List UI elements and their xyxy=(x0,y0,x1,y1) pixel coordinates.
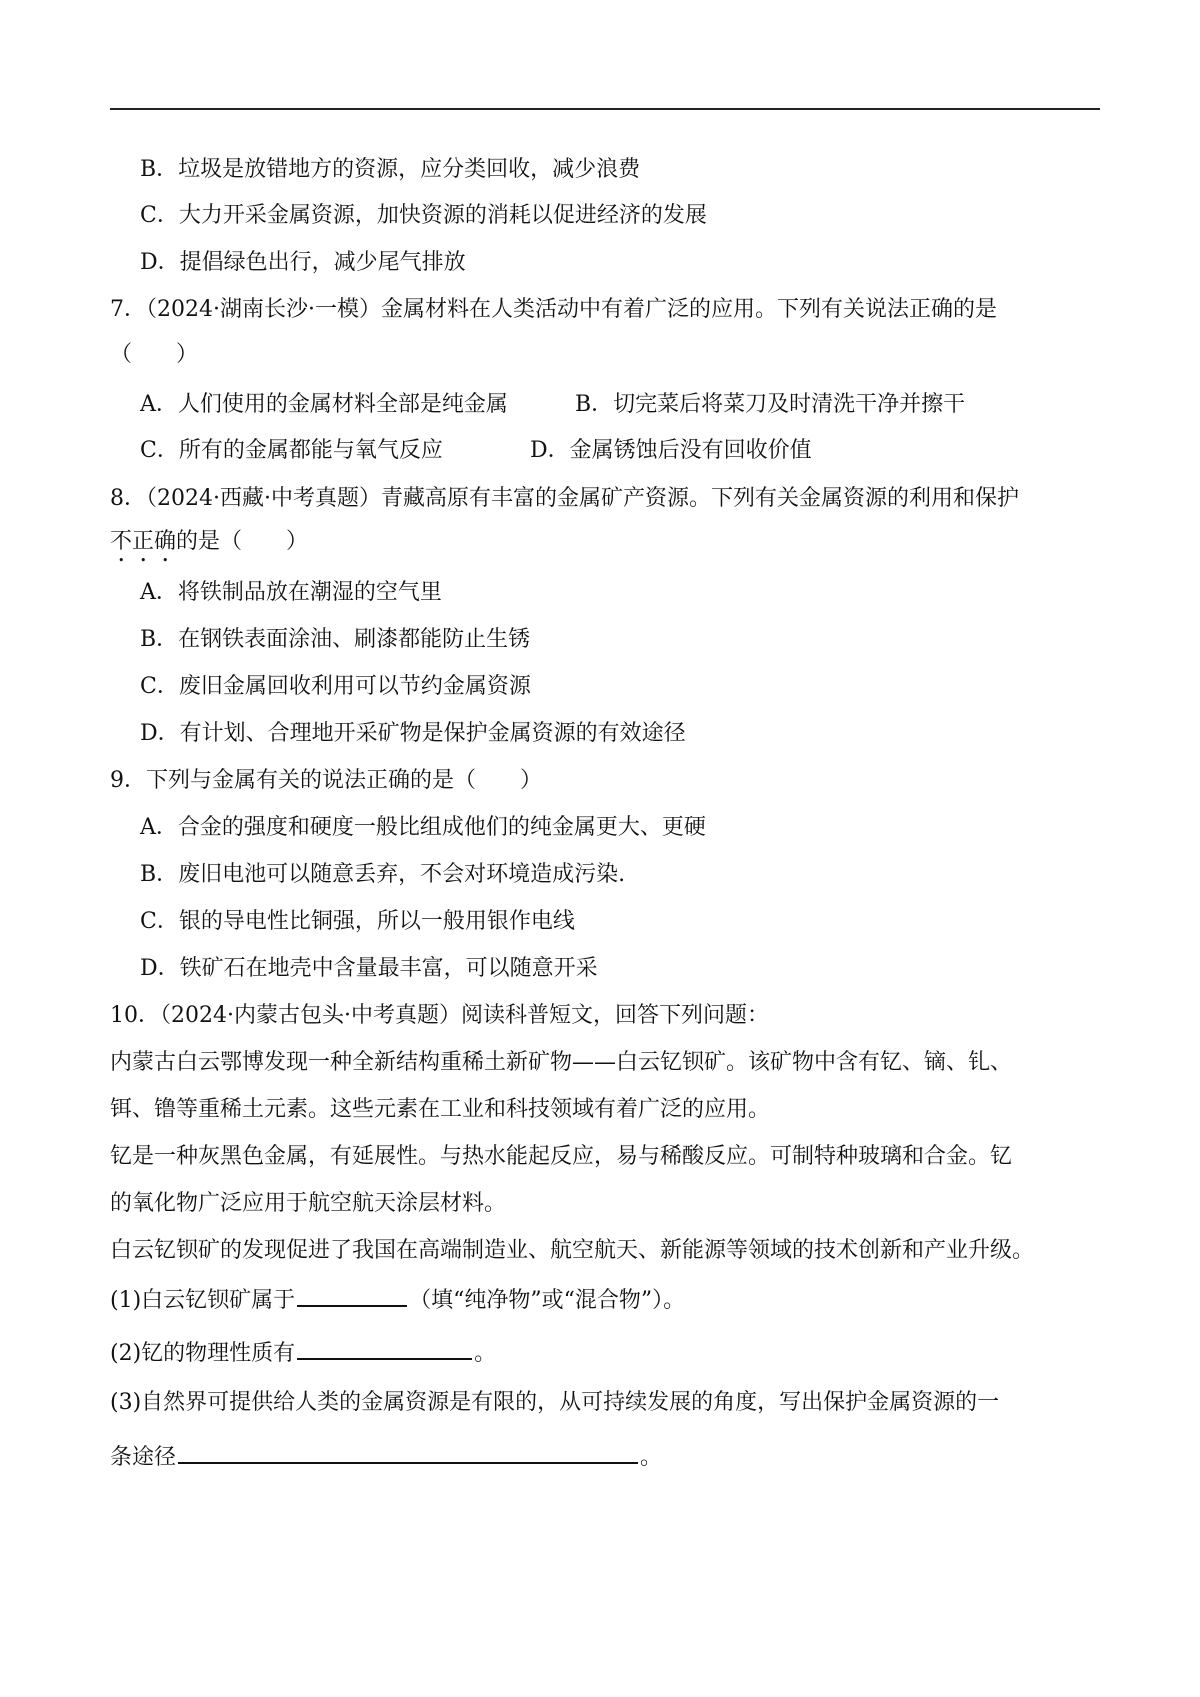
q10-s1-suffix: （填“纯净物”或“混合物”）。 xyxy=(409,1288,686,1313)
q10-s2-prefix: (2)钇的物理性质有 xyxy=(110,1341,296,1366)
q7-option-a: A．人们使用的金属材料全部是纯金属 xyxy=(140,392,508,417)
q8-emphasis-text: 不正确 xyxy=(110,529,177,554)
q10-s2-suffix: 。 xyxy=(474,1341,497,1366)
q7-option-c: C．所有的金属都能与氧气反应 xyxy=(140,438,443,463)
q8-stem-rest: 的是（ ） xyxy=(176,529,309,554)
q9-stem: 9．下列与金属有关的说法正确的是（ ） xyxy=(110,768,542,793)
q10-paragraph-1-line-1: 内蒙古白云鄂博发现一种全新结构重稀土新矿物——白云钇钡矿。该矿物中含有钇、镝、钆、 xyxy=(110,1050,1013,1075)
q9-option-b: B．废旧电池可以随意丢弃，不会对环境造成污染. xyxy=(140,862,626,887)
q10-subquestion-3: (3)自然界可提供给人类的金属资源是有限的，从可持续发展的角度，写出保护金属资源的一 xyxy=(110,1390,1000,1415)
q6-option-d: D．提倡绿色出行，减少尾气排放 xyxy=(140,250,466,275)
q10-s3-answer-blank[interactable] xyxy=(178,1440,638,1464)
q8-option-a: A．将铁制品放在潮湿的空气里 xyxy=(140,580,442,605)
q10-s3-suffix: 。 xyxy=(640,1445,663,1470)
q10-paragraph-3: 白云钇钡矿的发现促进了我国在高端制造业、航空航天、新能源等领域的技术创新和产业升级。 xyxy=(110,1238,1035,1263)
q7-option-b: B．切完菜后将菜刀及时清洗干净并擦干 xyxy=(575,392,966,417)
q8-option-c: C．废旧金属回收利用可以节约金属资源 xyxy=(140,674,531,699)
q9-option-c: C．银的导电性比铜强，所以一般用银作电线 xyxy=(140,909,575,934)
q10-subquestion-1 xyxy=(110,1283,685,1316)
q9-option-d: D．铁矿石在地壳中含量最丰富，可以随意开采 xyxy=(140,956,598,981)
q6-option-c: C．大力开采金属资源，加快资源的消耗以促进经济的发展 xyxy=(140,203,707,228)
q10-s1-answer-blank[interactable] xyxy=(297,1283,407,1307)
q8-option-b: B．在钢铁表面涂油、刷漆都能防止生锈 xyxy=(140,627,531,652)
q9-option-a: A．合金的强度和硬度一般比组成他们的纯金属更大、更硬 xyxy=(140,815,706,840)
q8-option-d: D．有计划、合理地开采矿物是保护金属资源的有效途径 xyxy=(140,721,686,746)
q10-paragraph-1-line-2: 铒、镥等重稀土元素。这些元素在工业和科技领域有着广泛的应用。 xyxy=(110,1097,771,1122)
header-rule xyxy=(110,108,1100,110)
q10-subquestion-2 xyxy=(110,1336,496,1369)
q10-s3-prefix: 条途径 xyxy=(110,1445,177,1470)
q10-stem: 10．（2024·内蒙古包头·中考真题）阅读科普短文，回答下列问题： xyxy=(110,1003,769,1028)
q10-s2-answer-blank[interactable] xyxy=(297,1336,472,1360)
q7-option-d: D．金属锈蚀后没有回收价值 xyxy=(530,438,812,463)
q10-subquestion-3-line-2 xyxy=(110,1440,662,1473)
q10-paragraph-2-line-1: 钇是一种灰黑色金属，有延展性。与热水能起反应，易与稀酸反应。可制特种玻璃和合金。钇 xyxy=(110,1144,1013,1169)
q7-answer-bracket: （ ） xyxy=(110,342,199,367)
q8-stem-line2 xyxy=(110,527,308,567)
q8-stem: 8．（2024·西藏·中考真题）青藏高原有丰富的金属矿产资源。下列有关金属资源的利用和保护 xyxy=(110,486,1019,511)
q6-option-b: B．垃圾是放错地方的资源，应分类回收，减少浪费 xyxy=(140,157,641,182)
q10-paragraph-2-line-2: 的氧化物广泛应用于航空航天涂层材料。 xyxy=(110,1191,507,1216)
q10-s1-prefix: (1)白云钇钡矿属于 xyxy=(110,1288,296,1313)
q7-stem: 7．（2024·湖南长沙·一模）金属材料在人类活动中有着广泛的应用。下列有关说法正确的是 xyxy=(110,297,997,322)
